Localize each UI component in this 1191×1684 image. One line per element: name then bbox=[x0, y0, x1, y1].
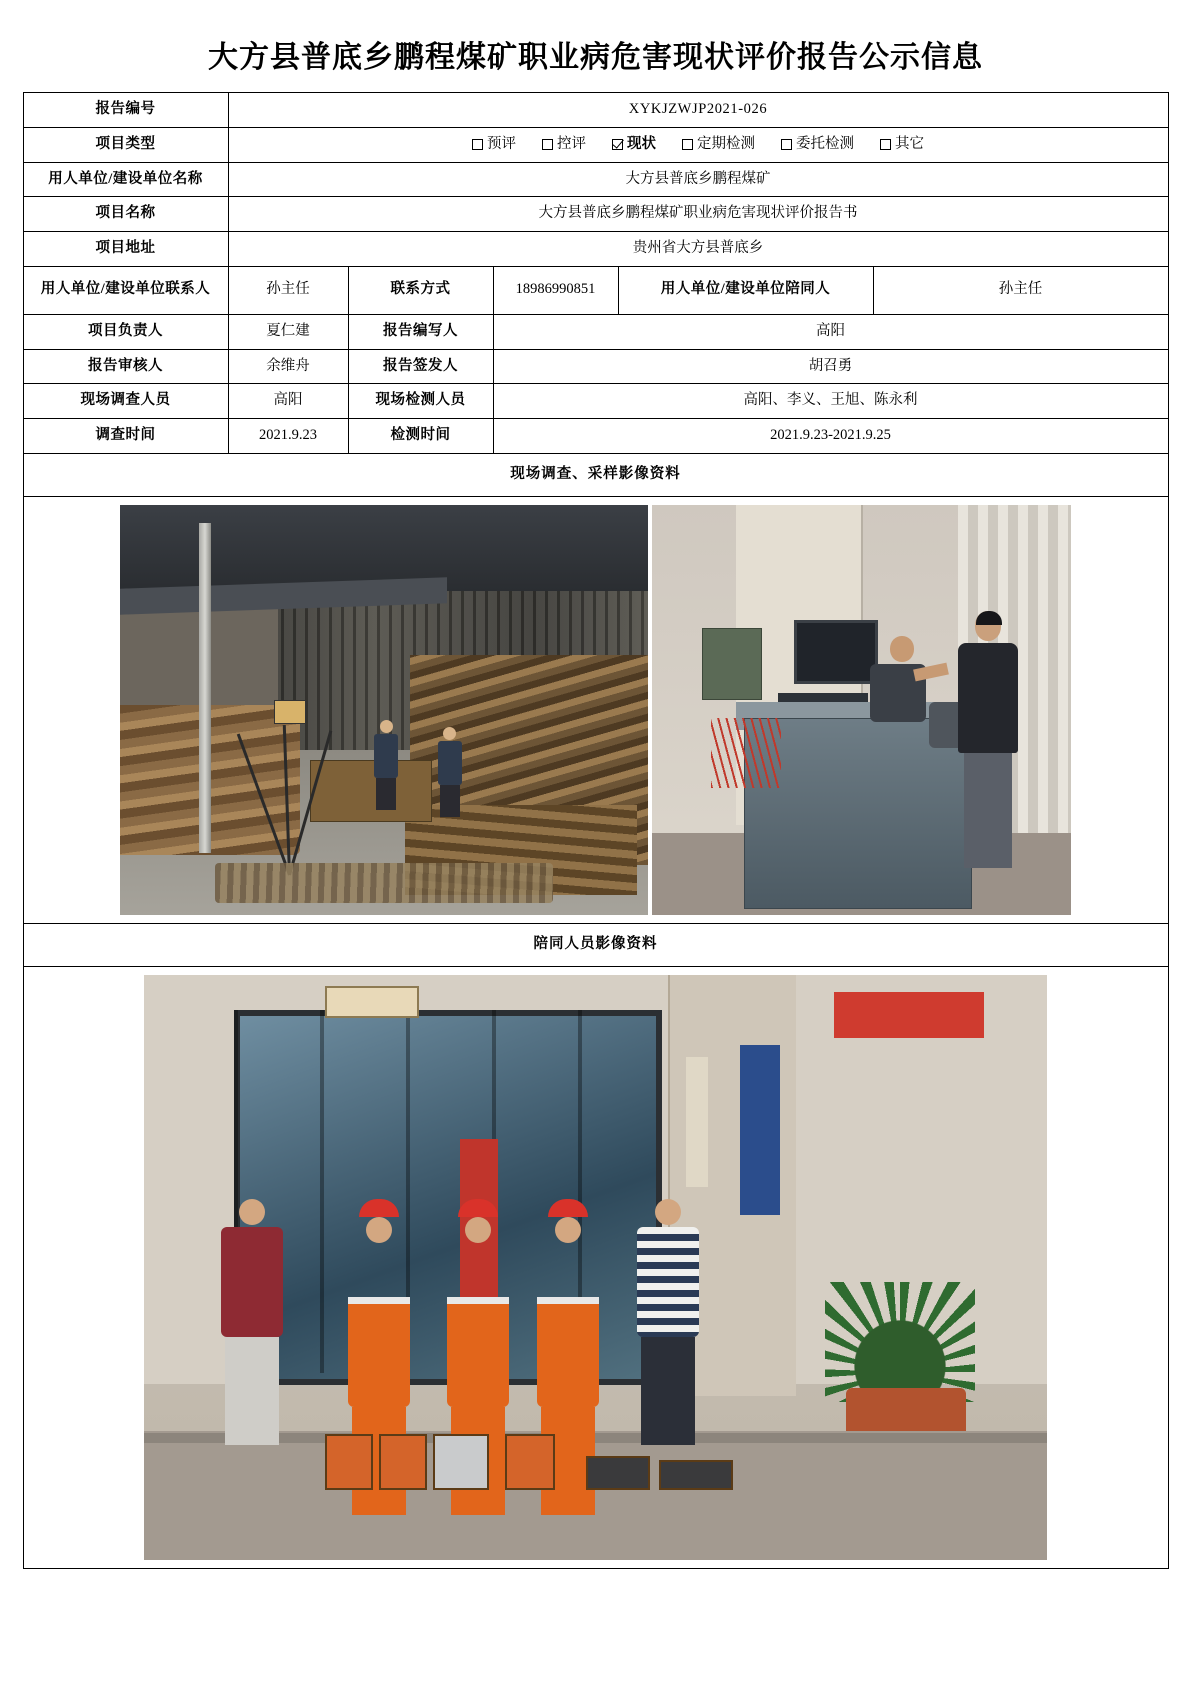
contact-label: 用人单位/建设单位联系人 bbox=[23, 266, 228, 314]
report-issuer-label: 报告签发人 bbox=[348, 349, 493, 384]
test-time-value: 2021.9.23-2021.9.25 bbox=[493, 419, 1168, 454]
table-row bbox=[23, 496, 1168, 923]
report-reviewer-label: 报告审核人 bbox=[23, 349, 228, 384]
checkbox-icon[interactable] bbox=[880, 139, 891, 150]
photo-site-survey-timber-yard bbox=[120, 505, 648, 915]
photo-escort-group bbox=[144, 975, 1047, 1560]
escort-label: 用人单位/建设单位陪同人 bbox=[618, 266, 873, 314]
project-type-checkbox-group bbox=[233, 134, 1164, 156]
project-type-label: 项目类型 bbox=[23, 127, 228, 162]
checkbox-icon[interactable] bbox=[472, 139, 483, 150]
project-type-value bbox=[228, 127, 1168, 162]
table-row bbox=[23, 966, 1168, 1568]
checkbox-option-5[interactable] bbox=[880, 134, 924, 156]
project-leader-value: 夏仁建 bbox=[228, 314, 348, 349]
checkbox-label: 预评 bbox=[487, 135, 516, 152]
public-info-table bbox=[23, 92, 1169, 1569]
survey-time-label: 调查时间 bbox=[23, 419, 228, 454]
table-row bbox=[23, 93, 1168, 128]
table-row bbox=[23, 349, 1168, 384]
project-address-value: 贵州省大方县普底乡 bbox=[228, 232, 1168, 267]
report-no-value: XYKJZWJP2021-026 bbox=[228, 93, 1168, 128]
table-row bbox=[23, 453, 1168, 496]
site-photos-row bbox=[28, 505, 1164, 915]
checkbox-option-3[interactable] bbox=[682, 134, 755, 156]
checkbox-option-4[interactable] bbox=[781, 134, 854, 156]
report-writer-label: 报告编写人 bbox=[348, 314, 493, 349]
test-time-label: 检测时间 bbox=[348, 419, 493, 454]
checkbox-label: 委托检测 bbox=[796, 135, 854, 152]
photo-site-sampling-office bbox=[652, 505, 1071, 915]
site-investigator-label: 现场调查人员 bbox=[23, 384, 228, 419]
table-row bbox=[23, 266, 1168, 314]
project-name-label: 项目名称 bbox=[23, 197, 228, 232]
employer-label: 用人单位/建设单位名称 bbox=[23, 162, 228, 197]
contact-value: 孙主任 bbox=[228, 266, 348, 314]
checkbox-option-0[interactable] bbox=[472, 134, 516, 156]
escort-photos-header: 陪同人员影像资料 bbox=[23, 923, 1168, 966]
project-address-label: 项目地址 bbox=[23, 232, 228, 267]
checkbox-label: 控评 bbox=[557, 135, 586, 152]
checkbox-checked-icon[interactable] bbox=[612, 139, 623, 150]
checkbox-option-1[interactable] bbox=[542, 134, 586, 156]
checkbox-label: 定期检测 bbox=[697, 135, 755, 152]
site-tester-value: 高阳、李义、王旭、陈永利 bbox=[493, 384, 1168, 419]
survey-time-value: 2021.9.23 bbox=[228, 419, 348, 454]
report-issuer-value: 胡召勇 bbox=[493, 349, 1168, 384]
checkbox-label: 其它 bbox=[895, 135, 924, 152]
table-row bbox=[23, 197, 1168, 232]
report-writer-value: 高阳 bbox=[493, 314, 1168, 349]
table-row bbox=[23, 923, 1168, 966]
site-investigator-value: 高阳 bbox=[228, 384, 348, 419]
table-row bbox=[23, 419, 1168, 454]
checkbox-icon[interactable] bbox=[781, 139, 792, 150]
checkbox-option-2[interactable] bbox=[612, 134, 656, 156]
report-no-label: 报告编号 bbox=[23, 93, 228, 128]
project-name-value: 大方县普底乡鹏程煤矿职业病危害现状评价报告书 bbox=[228, 197, 1168, 232]
table-row bbox=[23, 162, 1168, 197]
table-row bbox=[23, 127, 1168, 162]
escort-photos-cell bbox=[23, 966, 1168, 1568]
employer-value: 大方县普底乡鹏程煤矿 bbox=[228, 162, 1168, 197]
table-row bbox=[23, 314, 1168, 349]
page-bottom-spacer bbox=[22, 1569, 1169, 1583]
table-row bbox=[23, 232, 1168, 267]
page-title: 大方县普底乡鹏程煤矿职业病危害现状评价报告公示信息 bbox=[208, 41, 983, 74]
report-reviewer-value: 余维舟 bbox=[228, 349, 348, 384]
site-photos-header: 现场调查、采样影像资料 bbox=[23, 453, 1168, 496]
table-row bbox=[23, 384, 1168, 419]
checkbox-icon[interactable] bbox=[682, 139, 693, 150]
site-photos-cell bbox=[23, 496, 1168, 923]
phone-label: 联系方式 bbox=[348, 266, 493, 314]
project-leader-label: 项目负责人 bbox=[23, 314, 228, 349]
checkbox-icon[interactable] bbox=[542, 139, 553, 150]
escort-value: 孙主任 bbox=[873, 266, 1168, 314]
phone-value: 18986990851 bbox=[493, 266, 618, 314]
checkbox-label: 现状 bbox=[627, 135, 656, 152]
site-tester-label: 现场检测人员 bbox=[348, 384, 493, 419]
